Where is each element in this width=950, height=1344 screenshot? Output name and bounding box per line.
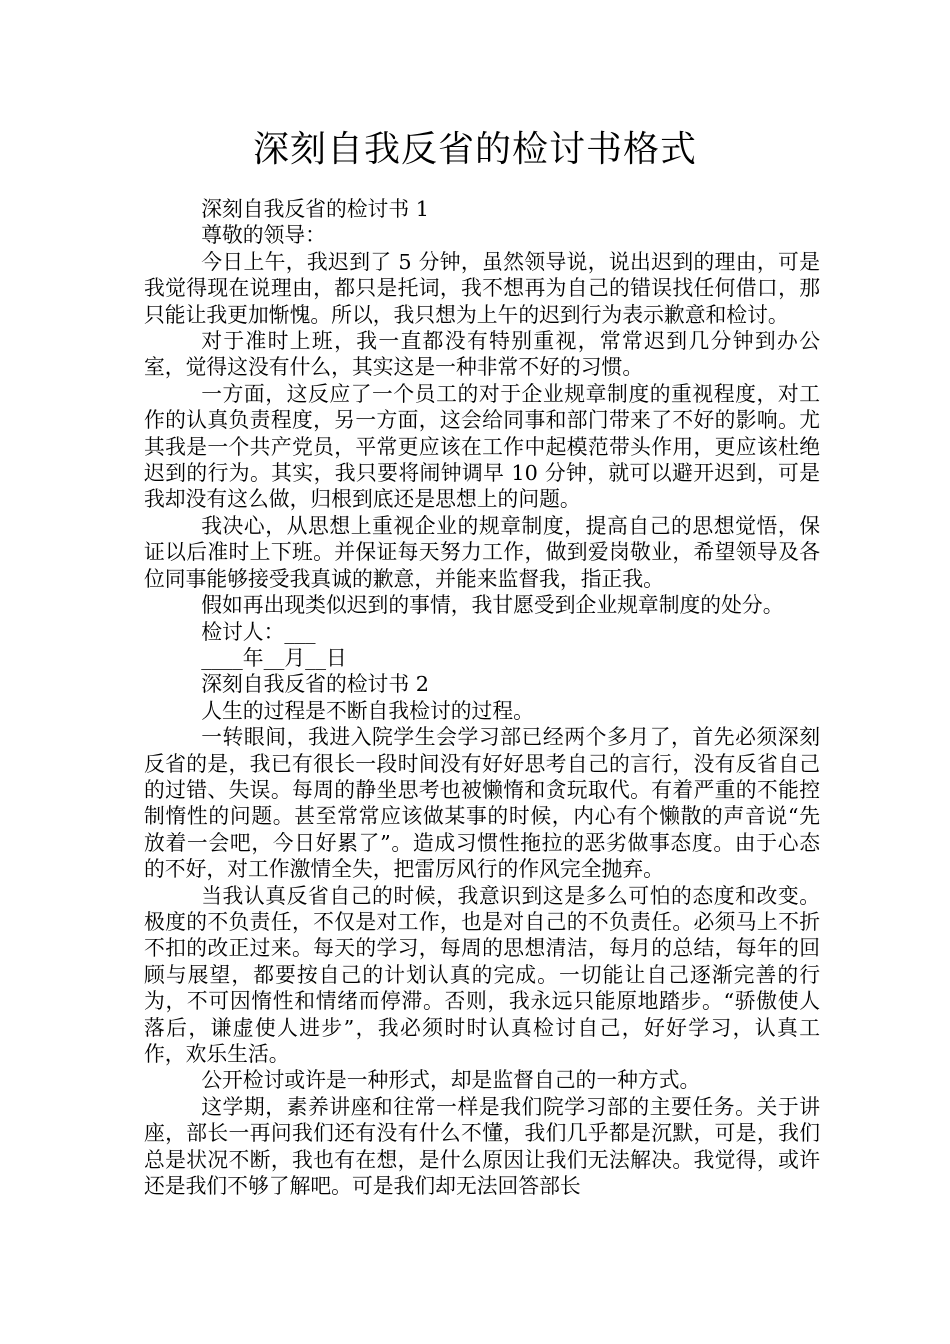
section-heading-2: 深刻自我反省的检讨书 2	[201, 672, 429, 697]
salutation: 尊敬的领导：	[201, 223, 326, 248]
paragraph: 人生的过程是不断自我检讨的过程。	[201, 698, 534, 723]
signature-line: 检讨人：___	[201, 619, 316, 644]
paragraph: 一方面，这反应了一个员工的对于企业规章制度的重视程度，对工作的认真负责程度，另一方面，这会给同事和部门带来了不好的影响。尤其我是一个共产党员，平常更应该在工作中起模范带头作用，更应该杜绝迟到的行为。其实，我只要将闹钟调早 10 分钟，就可以避开迟到，可是我却没有这么做，归根到底还是思想上的问题。	[144, 381, 820, 512]
paragraph: 当我认真反省自己的时候，我意识到这是多么可怕的态度和改变。极度的不负责任，不仅是对工作，也是对自己的不负责任。必须马上不折不扣的改正过来。每天的学习，每周的思想清洁，每月的总结，每年的回顾与展望，都要按自己的计划认真的完成。一切能让自己逐渐完善的行为，不可因惰性和情绪而停滞。否则，我永远只能原地踏步。“骄傲使人落后，谦虚使人进步”，我必须时时认真检讨自己，好好学习，认真工作，欢乐生活。	[144, 883, 820, 1066]
paragraph: 一转眼间，我进入院学生会学习部已经两个多月了，首先必须深刻反省的是，我已有很长一段时间没有好好思考自己的言行，没有反省自己的过错、失误。每周的静坐思考也被懒惰和贪玩取代。有着严重的不能控制惰性的问题。甚至常常应该做某事的时候，内心有个懒散的声音说“先放着一会吧，今日好累了”。造成习惯性拖拉的恶劣做事态度。由于心态的不好，对工作激情全失，把雷厉风行的作风完全抛弃。	[144, 725, 820, 882]
section-heading-1: 深刻自我反省的检讨书 1	[201, 197, 429, 221]
paragraph: 假如再出现类似迟到的事情，我甘愿受到企业规章制度的处分。	[201, 593, 784, 618]
document-body	[144, 196, 820, 1199]
paragraph: 对于准时上班，我一直都没有特别重视，常常迟到几分钟到办公室，觉得这没有什么，其实这是一种非常不好的习惯。	[144, 329, 820, 380]
date-line: ____年__月__日	[201, 645, 347, 670]
paragraph: 我决心，从思想上重视企业的规章制度，提高自己的思想觉悟，保证以后准时上下班。并保证每天努力工作，做到爱岗敬业，希望领导及各位同事能够接受我真诚的歉意，并能来监督我，指正我。	[144, 513, 820, 591]
paragraph: 这学期，素养讲座和往常一样是我们院学习部的主要任务。关于讲座，部长一再问我们还有没有什么不懂，我们几乎都是沉默，可是，我们总是状况不断，我也有在想，是什么原因让我们无法解决。我觉得，或许还是我们不够了解吧。可是我们却无法回答部长	[144, 1094, 820, 1199]
document-title: 深刻自我反省的检讨书格式	[252, 129, 697, 170]
paragraph: 今日上午，我迟到了 5 分钟，虽然领导说，说出迟到的理由，可是我觉得现在说理由，都只是托词，我不想再为自己的错误找任何借口，那只能让我更加惭愧。所以，我只想为上午的迟到行为表示歉意和检讨。	[144, 249, 820, 327]
paragraph: 公开检讨或许是一种形式，却是监督自己的一种方式。	[201, 1068, 701, 1093]
